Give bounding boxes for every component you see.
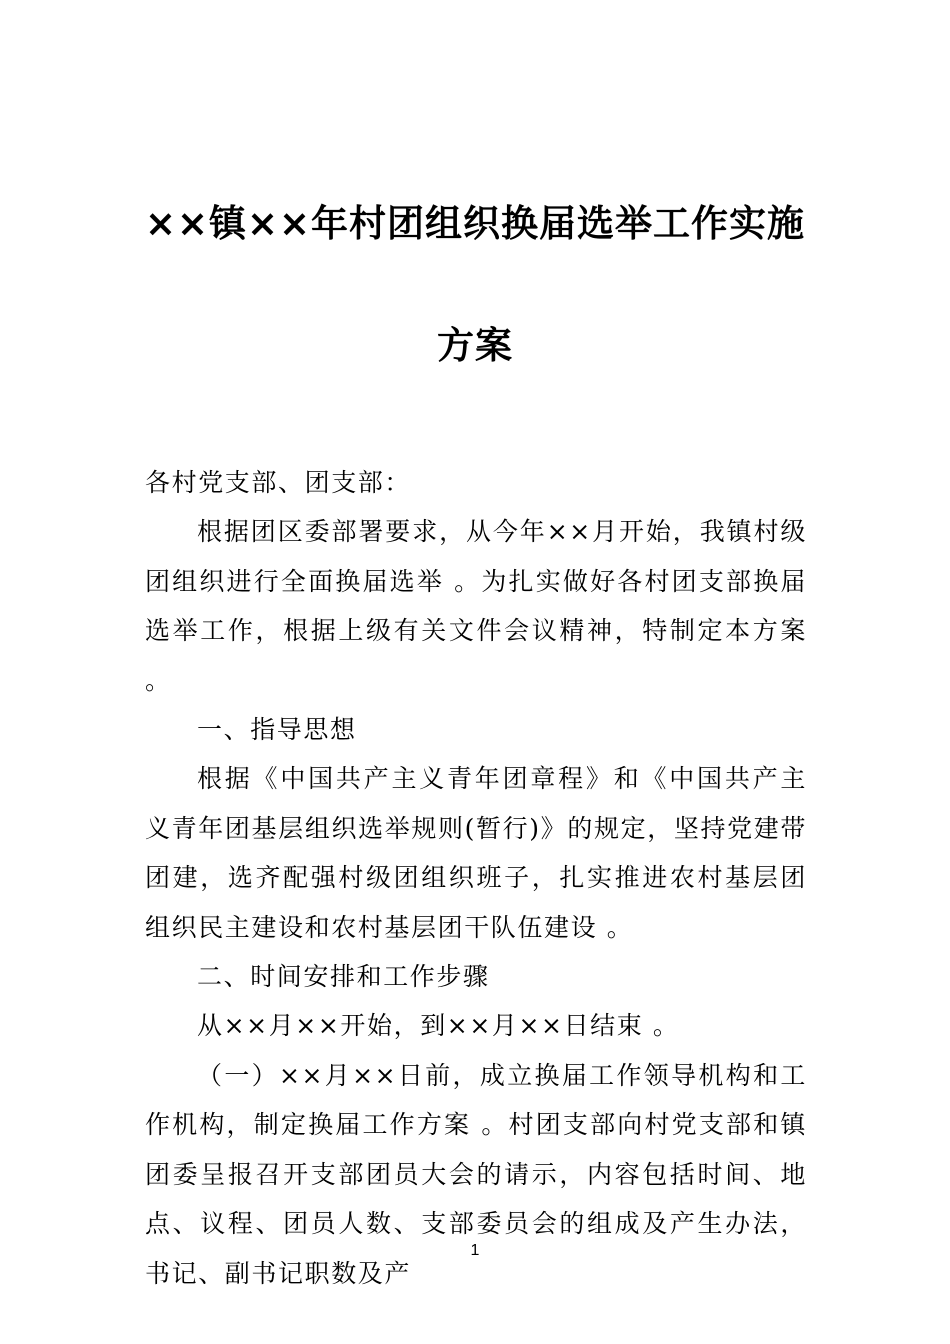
document-body [145, 458, 807, 1298]
document-title-line-2: 方案 [437, 324, 513, 367]
salutation: 各村党支部、团支部： [145, 468, 412, 497]
paragraph-schedule-range: 从××月××开始，到××月××日结束 。 [197, 1011, 680, 1041]
document-title-line-1: ××镇××年村团组织换届选举工作实施 [144, 202, 805, 245]
section-heading-schedule: 二、时间安排和工作步骤 [197, 962, 490, 992]
paragraph-guiding-ideology: 根据《中国共产主义青年团章程》和《中国共产主义青年团基层组织选举规则(暂行)》的规定，坚持党建带团建，选齐配强村级团组织班子，扎实推进农村基层团组织民主建设和农村基层团干队伍建设 。 [145, 764, 807, 942]
paragraph-step-one: （一）××月××日前，成立换届工作领导机构和工作机构，制定换届工作方案 。村团支部向村党支部和镇团委呈报召开支部团员大会的请示，内容包括时间、地点、议程、团员人数、支部委员会的组成及产生办法，书记、副书记职数及产 [145, 1060, 807, 1288]
page-number: 1 [470, 1242, 480, 1259]
section-heading-guiding-ideology: 一、指导思想 [197, 715, 357, 745]
paragraph-intro: 根据团区委部署要求，从今年××月开始，我镇村级团组织进行全面换届选举 。为扎实做好各村团支部换届选举工作，根据上级有关文件会议精神，特制定本方案 。 [145, 517, 807, 695]
